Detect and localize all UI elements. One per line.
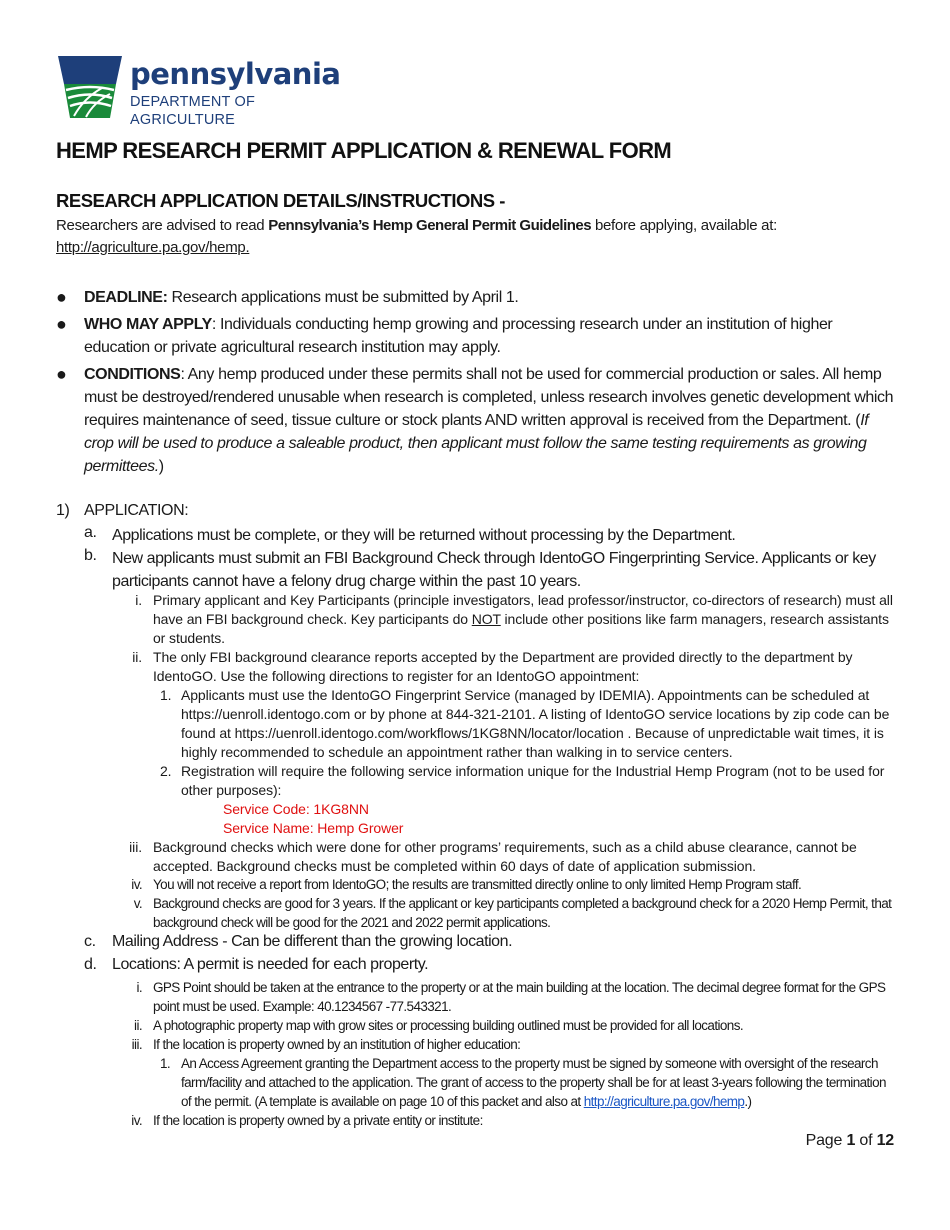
item-d-iv-text: If the location is property owned by a private entity or institute: — [153, 1113, 483, 1128]
item-b-ii-1-text: Applicants must use the IdentoGO Fingerprint Service (managed by IDEMIA). Appointments can be scheduled at https://uenroll.identogo.com or by phone at 844-321-2101. A listing of IdentoGO service locations by zip code can be found at https://uenroll.identogo.com/workflows/1KG8NN/locator/location . Because of unpredictable wait times, it is highly recommended to schedule an appointment rather than walking in to service centers. — [181, 687, 890, 760]
service-code: Service Code: 1KG8NN — [223, 801, 369, 817]
item-label: b. — [84, 547, 97, 564]
item-label: 1. — [160, 687, 172, 703]
item-b-i-text — [153, 591, 898, 648]
item-text: Primary applicant and Key Participants (principle investigators, lead professor/instructor, co-directors of research) must all have an FBI background check. Key participants do — [153, 592, 893, 627]
item-b-text: New applicants must submit an FBI Background Check through IdentoGO Fingerprinting Service. Applicants or key participants cannot have a felony drug charge within the past 10 years. — [112, 550, 876, 590]
item-d-iii-text: If the location is property owned by an institution of higher education: — [153, 1037, 521, 1052]
intro-paragraph — [56, 215, 901, 259]
item-label: i. — [136, 980, 142, 995]
bullet-text: Research applications must be submitted by April 1. — [167, 289, 519, 306]
item-label: iii. — [129, 839, 142, 855]
service-name: Service Name: Hemp Grower — [223, 820, 404, 836]
item-b-iii-text: Background checks which were done for other programs’ requirements, such as a child abuse clearance, cannot be accepted. Background checks must be completed within 60 days of date of application submission. — [153, 839, 857, 874]
page-word: Page — [805, 1132, 847, 1149]
bullet-italic: If crop will be used to produce a saleable product, then applicant must follow the same testing requirements as growing permittees. — [84, 412, 869, 475]
item-b-v-text: Background checks are good for 3 years. If the applicant or key participants completed a background check for a 2020 Hemp Permit, that background check will be good for the 2021 and 2022 permit applications. — [153, 896, 892, 930]
item-d-text: Locations: A permit is needed for each property. — [112, 956, 429, 973]
intro-text-end: before applying, available at: — [591, 217, 777, 234]
pda-logo — [56, 54, 356, 128]
item-d-i-text: GPS Point should be taken at the entrance to the property or at the main building at the location. The decimal degree format for the GPS point must be used. Example: 40.1234567 -77.543321. — [153, 980, 886, 1014]
bullet-icon: ● — [56, 287, 67, 307]
item-label: iv. — [131, 877, 142, 892]
logo-department: DEPARTMENT OF AGRICULTURE — [130, 94, 256, 128]
item-label: ii. — [134, 1018, 142, 1033]
item-text: An Access Agreement granting the Department access to the property must be signed by someone with oversight of the research farm/facility and attached to the application. The grant of access to the property shall be for at least 3-years following the termination of the permit. (A template is available on page 10 of this packet and also at — [181, 1056, 886, 1109]
item-label: 1. — [160, 1056, 171, 1071]
list-item — [56, 363, 901, 478]
hemp-link-inline[interactable]: http://agriculture.pa.gov/hemp — [583, 1094, 745, 1109]
list-item — [56, 286, 901, 309]
item-b-iv-text: You will not receive a report from IdentoGO; the results are transmitted directly online to only limited Hemp Program staff. — [153, 877, 802, 892]
section-number: 1) — [56, 502, 70, 519]
item-a-text: Applications must be complete, or they will be returned without processing by the Department. — [112, 527, 736, 544]
item-label: v. — [133, 896, 142, 911]
item-label: 2. — [160, 763, 172, 779]
bullet-end: ) — [158, 458, 164, 475]
conditions-list — [56, 286, 901, 482]
item-b-ii-2-text: Registration will require the following service information unique for the Industrial Hemp Program (not to be used for other purposes): — [181, 763, 885, 798]
item-underline: NOT — [471, 611, 501, 627]
item-label: c. — [84, 933, 96, 950]
logo-name: pennsylvania — [130, 57, 341, 91]
section-subtitle: RESEARCH APPLICATION DETAILS/INSTRUCTIONS - — [56, 190, 505, 211]
total-pages: 12 — [876, 1132, 894, 1149]
item-label: i. — [135, 592, 142, 608]
item-label: a. — [84, 524, 97, 541]
item-label: ii. — [132, 649, 142, 665]
guidelines-title: Pennsylvania’s Hemp General Permit Guidelines — [268, 217, 592, 234]
item-b-ii-text: The only FBI background clearance reports accepted by the Department are provided directly to the department by IdentoGO. Use the following directions to register for an IdentoGO appointment: — [153, 649, 853, 684]
item-label: iii. — [131, 1037, 142, 1052]
intro-text: Researchers are advised to read — [56, 217, 269, 234]
item-d-iii-1-text — [181, 1054, 899, 1111]
bullet-icon: ● — [56, 314, 67, 334]
bullet-label: DEADLINE: — [84, 289, 168, 306]
current-page: 1 — [846, 1132, 856, 1149]
bullet-label: WHO MAY APPLY — [84, 316, 212, 333]
keystone-field-icon — [56, 54, 124, 120]
item-d-ii-text: A photographic property map with grow sites or processing building outlined must be provided for all locations. — [153, 1018, 744, 1033]
item-label: d. — [84, 956, 97, 973]
list-item — [56, 313, 901, 359]
of-word: of — [855, 1132, 877, 1149]
page-number — [806, 1132, 894, 1150]
item-c-text: Mailing Address - Can be different than the growing location. — [112, 933, 513, 950]
bullet-text: : Any hemp produced under these permits shall not be used for commercial production or sales. All hemp must be destroyed/rendered unusable when research is completed, unless research involves genetic development which requires maintenance of seed, tissue culture or stock plants AND written approval is received from the Department. ( — [84, 366, 894, 429]
item-label: iv. — [131, 1113, 142, 1128]
bullet-icon: ● — [56, 364, 67, 384]
bullet-text: : Individuals conducting hemp growing and processing research under an institution of higher education or private agricultural research institution may apply. — [84, 316, 833, 356]
page-title: HEMP RESEARCH PERMIT APPLICATION & RENEWAL FORM — [56, 138, 672, 163]
hemp-link[interactable]: http://agriculture.pa.gov/hemp. — [56, 239, 250, 256]
bullet-label: CONDITIONS — [84, 366, 181, 383]
item-text-end: include other positions like farm managers, research assistants or students. — [153, 611, 889, 646]
section-heading: APPLICATION: — [84, 502, 189, 519]
item-text-end: .) — [744, 1094, 752, 1109]
